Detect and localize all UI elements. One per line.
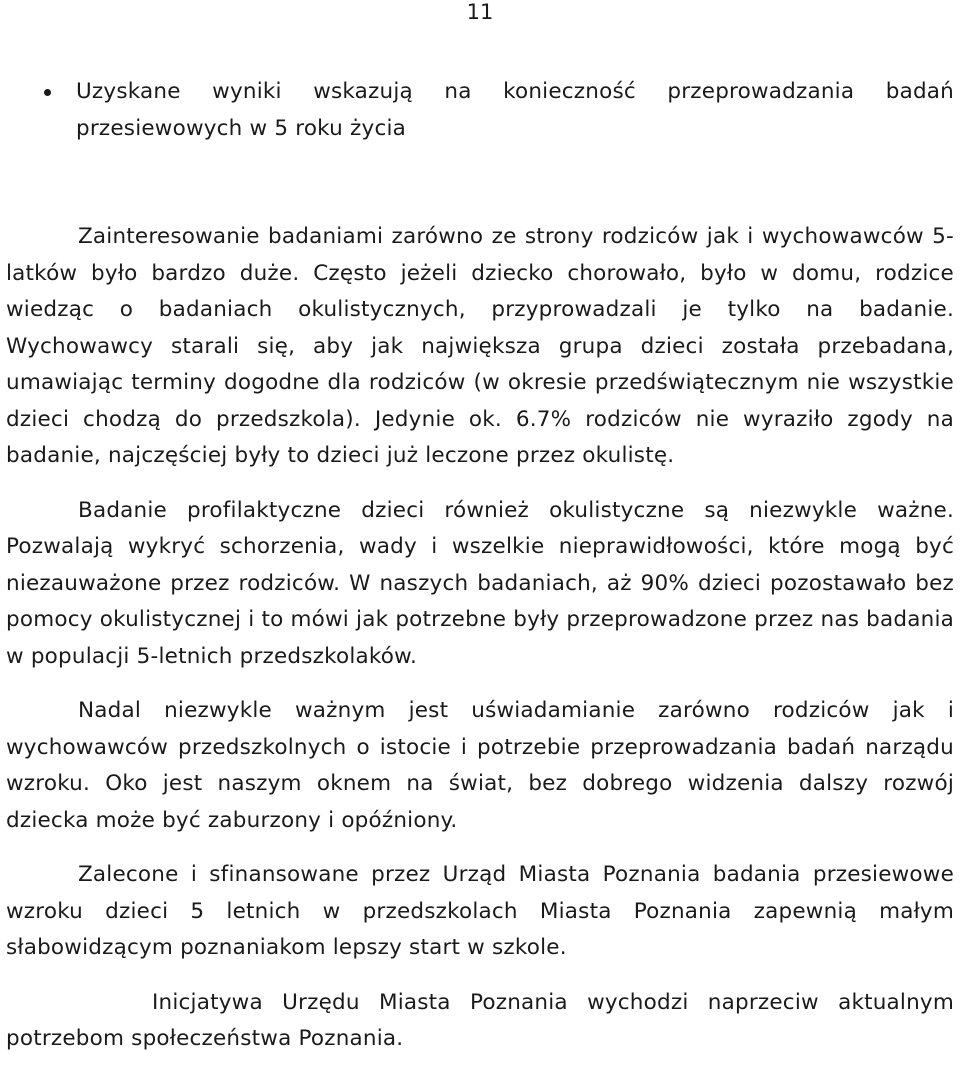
paragraph-funding: Zalecone i sfinansowane przez Urząd Miasta Poznania badania przesiewowe wzroku dzieci 5 letnich w przedszkolach Miasta Poznania zapewnią małym słabowidzącym poznaniakom lepszy start w szkole. — [6, 862, 954, 960]
paragraph-prevention: Badanie profilaktyczne dzieci również okulistyczne są niezwykle ważne. Pozwalają wykryć schorzenia, wady i wszelkie nieprawidłowości, które mogą być niezauważone przez rodziców. W naszych badaniach, aż 90% dzieci pozostawało bez pomocy okulistycznej i to mówi jak potrzebne były przeprowadzone przez nas badania w populacji 5-letnich przedszkolaków. — [6, 497, 954, 669]
paragraph-interest: Zainteresowanie badaniami zarówno ze strony rodziców jak i wychowawców 5-latków było bardzo duże. Często jeżeli dziecko chorowało, było w domu, rodzice wiedząc o badaniach okulistycznych, przyprowadzali je tylko na badanie. Wychowawcy starali się, aby jak największa grupa dzieci została przebadana, umawiając terminy dogodne dla rodziców (w okresie przedświątecznym nie wszystkie dzieci chodzą do przedszkola). Jedynie ok. 6.7% rodziców nie wyraziło zgody na badanie, najczęściej były to dzieci już leczone przez okulistę. — [6, 224, 954, 468]
document-body — [6, 74, 954, 1058]
paragraph-awareness: Nadal niezwykle ważnym jest uświadamianie zarówno rodziców jak i wychowawców przedszkolnych o istocie i potrzebie przeprowadzania badań narządu wzroku. Oko jest naszym oknem na świat, bez dobrego widzenia dalszy rozwój dziecka może być zaburzony i opóźniony. — [6, 698, 954, 833]
bullet-text: Uzyskane wyniki wskazują na konieczność przeprowadzania badań przesiewowych w 5 roku życia — [76, 79, 954, 141]
bullet-icon — [44, 89, 51, 96]
page-number: 11 — [466, 0, 494, 24]
bullet-list-item — [6, 74, 954, 147]
paragraph-initiative: Inicjatywa Urzędu Miasta Poznania wychodzi naprzeciw aktualnym potrzebom społeczeństwa Poznania. — [6, 989, 954, 1051]
